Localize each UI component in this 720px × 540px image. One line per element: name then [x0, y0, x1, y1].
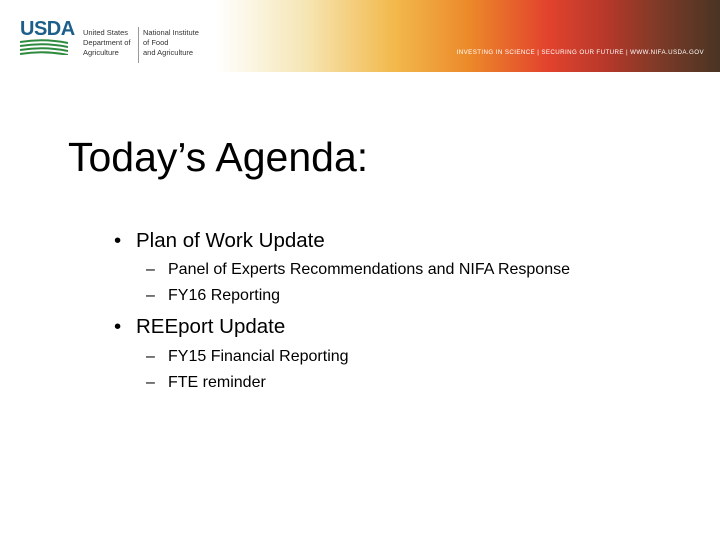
sub-list-item-label: FY16 Reporting — [168, 287, 281, 304]
agency-name-usda: United States Department of Agriculture — [83, 28, 131, 57]
bullet-icon: • — [114, 229, 122, 252]
usda-logo-lines-icon — [20, 39, 68, 55]
slide-title: Today’s Agenda: — [68, 134, 369, 180]
sub-list-item — [146, 348, 349, 366]
dash-icon: – — [146, 287, 155, 304]
usda-logo: USDA — [20, 18, 75, 40]
header-divider — [138, 27, 139, 63]
sub-list-item — [146, 261, 570, 279]
dash-icon: – — [146, 261, 155, 278]
sub-list-item — [146, 374, 266, 392]
dash-icon: – — [146, 374, 155, 391]
list-item — [114, 229, 325, 253]
sub-list-item — [146, 287, 280, 305]
dash-icon: – — [146, 348, 155, 365]
header-tagline: INVESTING IN SCIENCE | SECURING OUR FUTURE | WWW.NIFA.USDA.GOV — [456, 49, 704, 56]
sub-list-item-label: Panel of Experts Recommendations and NIFA Response — [168, 261, 570, 278]
sub-list-item-label: FTE reminder — [168, 374, 266, 391]
list-item-label: REEport Update — [136, 315, 286, 338]
agency-name-nifa: National Institute of Food and Agriculture — [143, 28, 199, 57]
list-item-label: Plan of Work Update — [136, 229, 325, 252]
list-item — [114, 315, 285, 339]
sub-list-item-label: FY15 Financial Reporting — [168, 348, 349, 365]
bullet-icon: • — [114, 315, 122, 338]
